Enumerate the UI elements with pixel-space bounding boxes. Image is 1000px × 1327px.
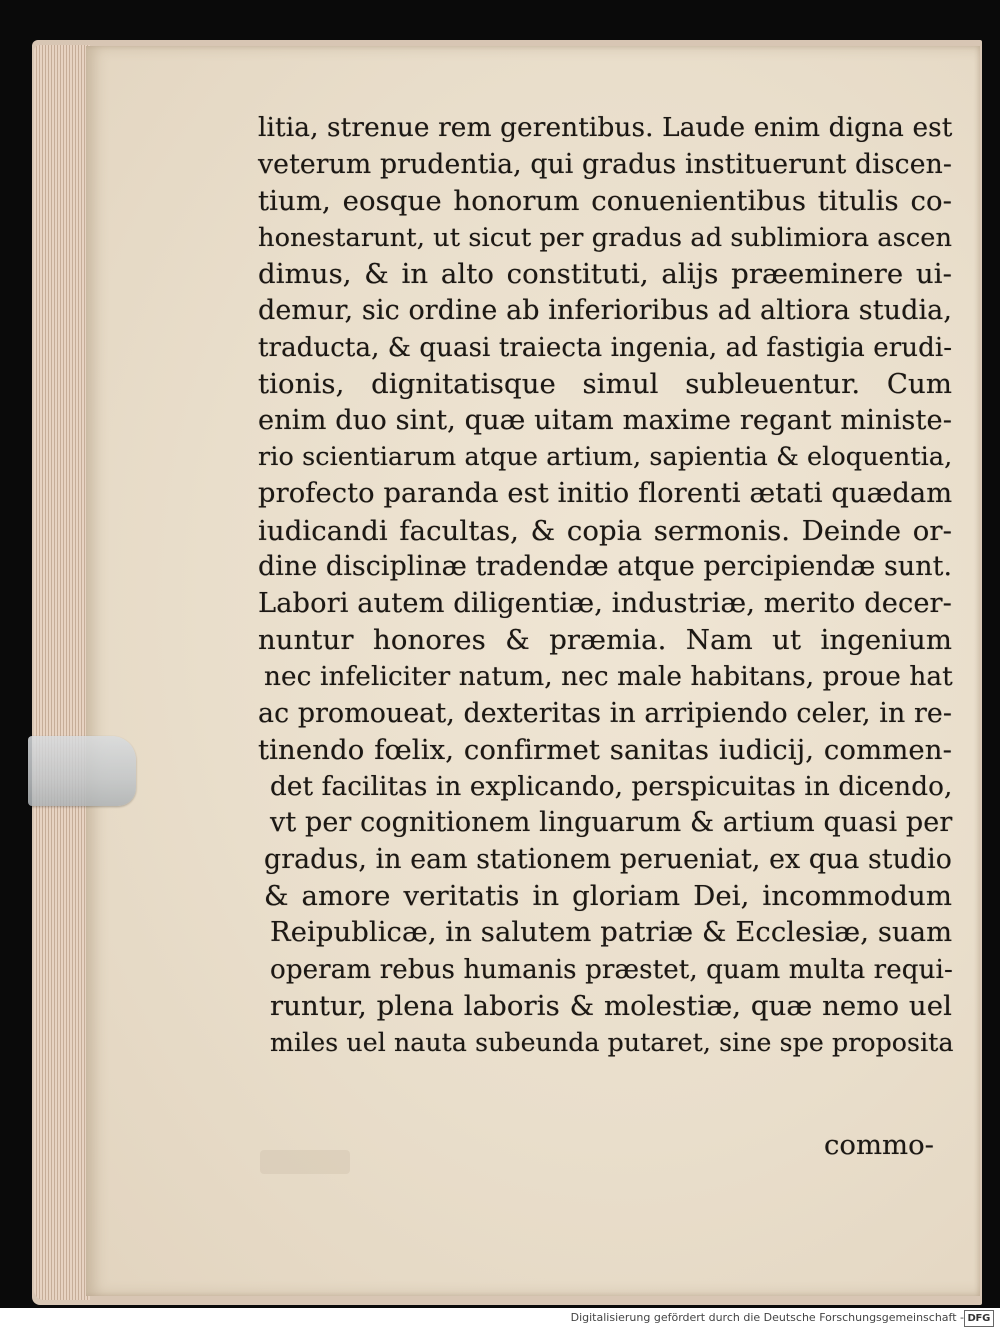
text-line: vt per cognitionem linguarum & artium quasi per — [270, 807, 953, 839]
text-line: litia, strenue rem gerentibus. Laude enim digna est — [258, 113, 953, 143]
text-line: iudicandi facultas, & copia sermonis. Deinde or- — [258, 514, 952, 547]
bleed-through-mark — [260, 1150, 350, 1174]
text-line: operam rebus humanis præstet, quam multa requi- — [270, 954, 953, 985]
text-line: rio scientiarum atque artium, sapientia & eloquentia, — [258, 442, 953, 473]
text-line: nec infeliciter natum, nec male habitans, proue hat — [264, 661, 953, 692]
text-line: Labori autem diligentiæ, industriæ, merito decer- — [258, 587, 952, 619]
text-line: enim duo sint, quæ uitam maxime regant ministe- — [258, 404, 952, 436]
text-line: miles uel nauta subeunda putaret, sine spe proposita — [270, 1027, 954, 1057]
text-line: dimus, & in alto constituti, alijs præeminere ui- — [258, 258, 952, 291]
text-line: runtur, plena laboris & molestiæ, quæ nemo uel — [270, 990, 952, 1023]
text-line: ac promoueat, dexteritas in arripiendo celer, in re- — [258, 697, 952, 729]
text-line: tinendo fœlix, confirmet sanitas iudicij, commen- — [258, 734, 952, 767]
text-line: dine disciplinæ tradendæ atque percipiendæ sunt. — [258, 551, 953, 583]
catchword: commo- — [824, 1129, 934, 1161]
text-line: honestarunt, ut sicut per gradus ad sublimiora ascen — [258, 222, 953, 253]
text-line: & amore veritatis in gloriam Dei, incommodum — [264, 880, 952, 913]
text-line: det facilitas in explicando, perspicuitas in dicendo, — [270, 771, 953, 802]
dfg-logo: DFG — [964, 1310, 994, 1327]
text-line: profecto paranda est initio florenti ætati quædam — [258, 477, 953, 509]
text-line: veterum prudentia, qui gradus instituerunt discen- — [258, 148, 952, 180]
page-edges — [34, 45, 90, 1300]
text-line: nuntur honores & præmia. Nam ut ingenium — [258, 624, 952, 657]
text-line: gradus, in eam stationem perueniat, ex qua studio — [264, 843, 952, 875]
funding-credit: Digitalisierung gefördert durch die Deutsche Forschungsgemeinschaft - — [570, 1311, 964, 1324]
text-line: tium, eosque honorum conuenientibus titulis co- — [258, 185, 952, 218]
text-line: traducta, & quasi traiecta ingenia, ad fastigia erudi- — [258, 332, 953, 363]
page-text — [258, 110, 952, 1061]
text-line: demur, sic ordine ab inferioribus ad altiora studia, — [258, 294, 952, 326]
text-line: tionis, dignitatisque simul subleuentur. Cum — [258, 368, 952, 401]
bookmark-tab — [28, 736, 136, 806]
text-line: Reipublicæ, in salutem patriæ & Ecclesiæ, suam — [270, 917, 953, 949]
